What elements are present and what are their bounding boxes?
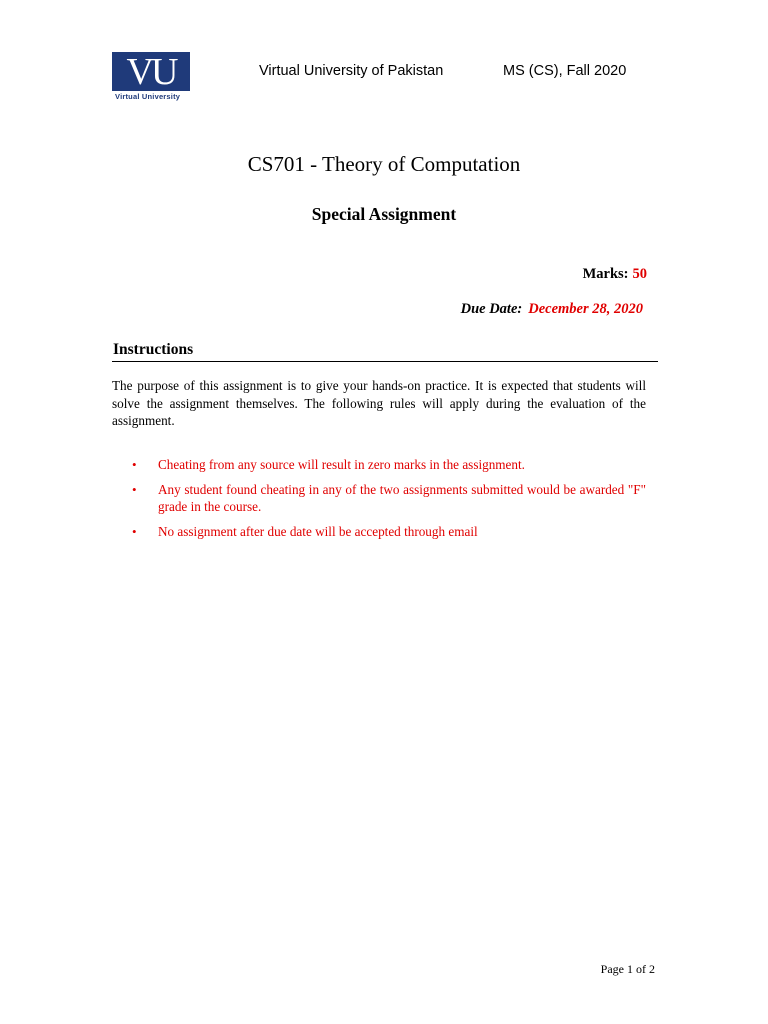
marks-label: Marks: xyxy=(582,266,629,282)
list-item xyxy=(112,481,646,516)
logo-subtext: Virtual University xyxy=(115,92,181,101)
page-number: Page 1 of 2 xyxy=(600,962,655,976)
rule-text: Any student found cheating in any of the two assignments submitted would be awarded "F" grade in the course. xyxy=(158,481,646,514)
bullet-icon: • xyxy=(132,457,137,472)
logo-mark xyxy=(112,52,190,91)
vu-logo xyxy=(112,52,190,104)
bullet-icon: • xyxy=(132,481,137,497)
university-name: Virtual University of Pakistan xyxy=(259,63,444,79)
rule-text: No assignment after due date will be accepted through email xyxy=(158,523,478,539)
instructions-paragraph: The purpose of this assignment is to give your hands-on practice. It is expected that students will solve the assignment themselves. The following rules will apply during the evaluation of the assignment. xyxy=(112,378,646,428)
marks-line xyxy=(583,266,647,283)
course-title: CS701 - Theory of Computation xyxy=(247,152,521,176)
rule-text: Cheating from any source will result in zero marks in the assignment. xyxy=(158,457,525,472)
bullet-icon: • xyxy=(132,523,137,539)
program-semester: MS (CS), Fall 2020 xyxy=(503,63,627,79)
list-item xyxy=(112,456,646,474)
due-date-value: December 28, 2020 xyxy=(528,301,643,317)
due-date-line xyxy=(461,301,643,318)
due-date-label: Due Date: xyxy=(460,301,523,317)
rules-list xyxy=(112,456,646,547)
instructions-heading: Instructions xyxy=(113,341,194,358)
assignment-title: Special Assignment xyxy=(311,204,457,224)
marks-value: 50 xyxy=(632,266,647,282)
list-item xyxy=(112,523,646,541)
logo-letters: VU xyxy=(126,51,176,93)
heading-divider xyxy=(112,361,658,362)
